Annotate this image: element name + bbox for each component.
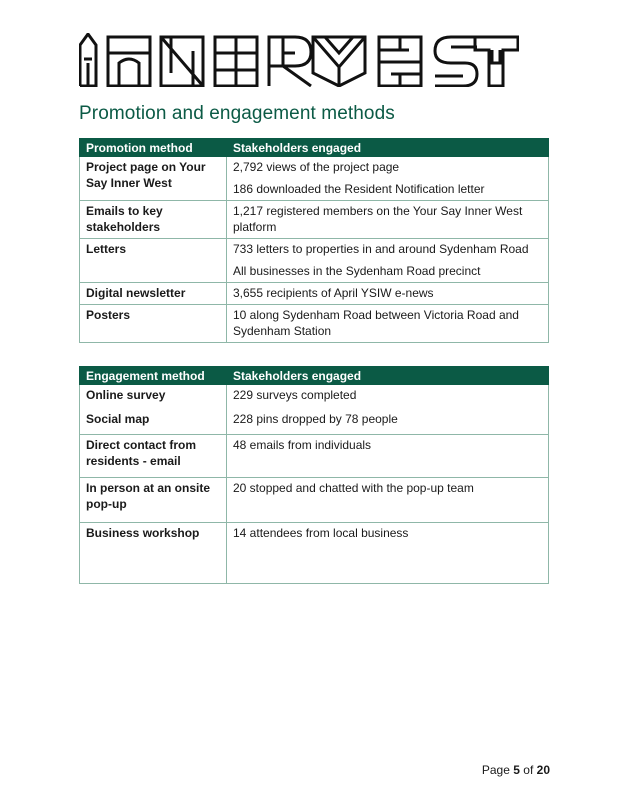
logo-letter-t	[475, 37, 518, 86]
inner-west-logo-mark	[79, 33, 519, 87]
table-row	[80, 385, 549, 435]
stakeholders-line: 48 emails from individuals	[233, 438, 372, 452]
engagement-method-cell	[80, 435, 227, 478]
stakeholders-cell	[227, 435, 549, 478]
logo-letter-n2	[161, 37, 203, 86]
engagement-method-cell	[80, 385, 227, 435]
logo-letter-s	[435, 37, 477, 86]
footer-total-pages: 20	[536, 763, 550, 777]
engagement-method-line: In person at an onsite pop-up	[86, 481, 211, 511]
promotion-method-cell: Project page on Your Say Inner West	[80, 157, 227, 201]
table-row	[80, 157, 549, 201]
stakeholders-cell	[227, 239, 549, 283]
engagement-method-line: Direct contact from residents - email	[86, 438, 197, 468]
table-row	[80, 523, 549, 584]
column-header-engagement-method: Engagement method	[80, 367, 227, 385]
table-row	[80, 478, 549, 523]
logo-letter-r	[269, 37, 311, 86]
stakeholders-line: All businesses in the Sydenham Road precinct	[233, 264, 481, 278]
stakeholders-cell	[227, 305, 549, 343]
column-header-promotion-method: Promotion method	[80, 139, 227, 157]
logo-letter-w	[313, 37, 365, 86]
footer-current-page: 5	[513, 763, 520, 777]
page-number-footer	[482, 763, 550, 777]
logo-letter-e2	[379, 37, 421, 86]
column-header-stakeholders-engaged: Stakeholders engaged	[227, 139, 549, 157]
stakeholders-line: 3,655 recipients of April YSIW e-news	[233, 286, 434, 300]
stakeholders-line: 20 stopped and chatted with the pop-up team	[233, 481, 474, 495]
stakeholders-line: 2,792 views of the project page	[233, 160, 400, 174]
engagement-method-cell	[80, 478, 227, 523]
promotion-method-cell: Posters	[80, 305, 227, 343]
table-row	[80, 305, 549, 343]
engagement-method-line: Social map	[86, 412, 150, 426]
page-heading: Promotion and engagement methods	[79, 103, 395, 124]
stakeholders-cell	[227, 283, 549, 305]
stakeholders-cell	[227, 385, 549, 435]
stakeholders-line: 14 attendees from local business	[233, 526, 409, 540]
table-header-row	[80, 367, 549, 385]
footer-page-word: Page	[481, 763, 510, 777]
engagement-method-line: Online survey	[86, 388, 166, 402]
engagement-method-cell	[80, 523, 227, 584]
stakeholders-line: 733 letters to properties in and around Sydenham Road	[233, 242, 529, 256]
stakeholders-line: 10 along Sydenham Road between Victoria Road and Sydenham Station	[233, 308, 519, 338]
table-row	[80, 435, 549, 478]
stakeholders-cell	[227, 157, 549, 201]
table-row	[80, 283, 549, 305]
stakeholders-line: 186 downloaded the Resident Notification letter	[233, 182, 485, 196]
stakeholders-line: 1,217 registered members on the Your Say Inner West platform	[233, 204, 523, 234]
promotion-method-cell: Emails to key stakeholders	[80, 201, 227, 239]
stakeholders-cell	[227, 478, 549, 523]
logo-letter-e	[215, 37, 257, 86]
stakeholders-cell	[227, 523, 549, 584]
logo-letter-i	[80, 34, 96, 86]
column-header-stakeholders-engaged: Stakeholders engaged	[227, 367, 549, 385]
table-row	[80, 201, 549, 239]
stakeholders-cell	[227, 201, 549, 239]
table-header-row	[80, 139, 549, 157]
inner-west-logo	[79, 33, 519, 87]
footer-of-word: of	[523, 763, 534, 777]
promotion-method-cell: Digital newsletter	[80, 283, 227, 305]
engagement-method-line: Business workshop	[86, 526, 200, 540]
engagement-methods-table	[79, 366, 549, 584]
logo-letter-n	[108, 37, 150, 86]
promotion-method-cell: Letters	[80, 239, 227, 283]
stakeholders-line: 228 pins dropped by 78 people	[233, 412, 398, 426]
stakeholders-line: 229 surveys completed	[233, 388, 357, 402]
promotion-methods-table	[79, 138, 549, 343]
table-row	[80, 239, 549, 283]
